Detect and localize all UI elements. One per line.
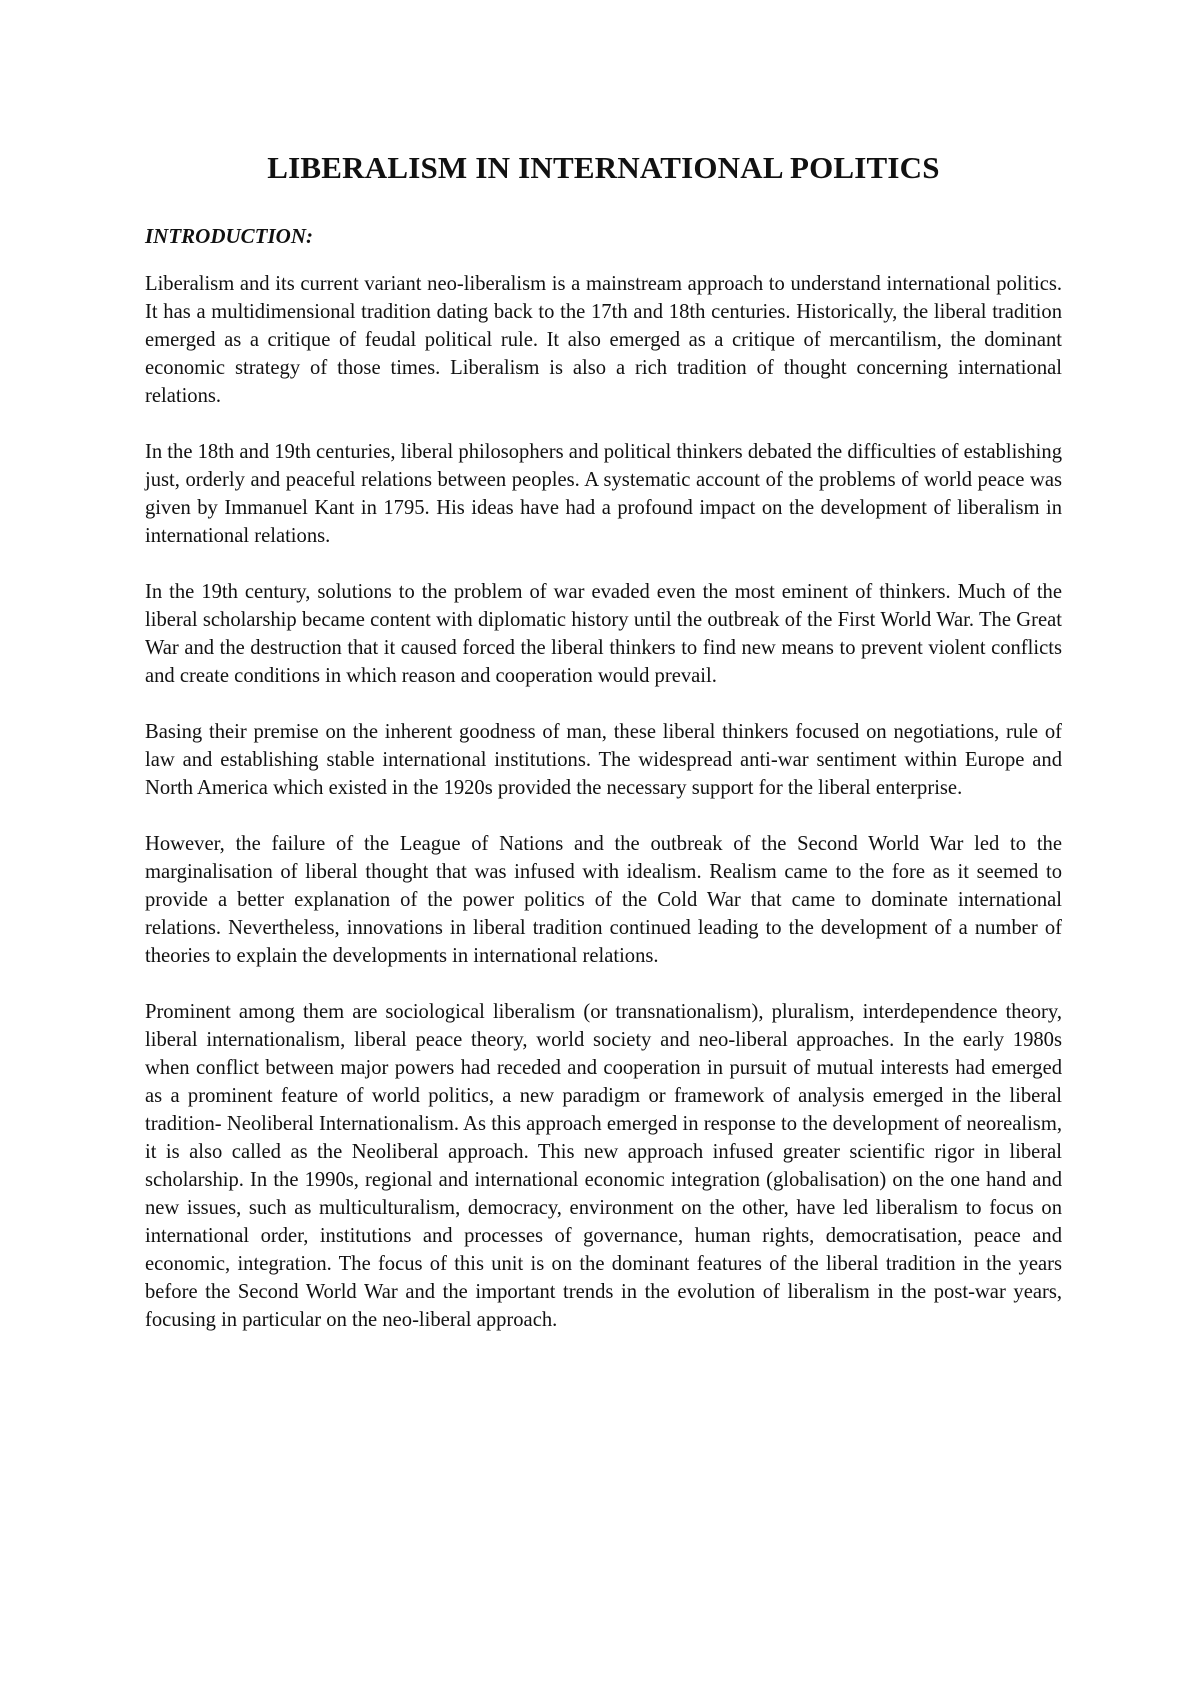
- paragraph: However, the failure of the League of Nations and the outbreak of the Second World War led to the marginalisation of liberal thought that was infused with idealism. Realism came to the fore as it seemed to provide a better explanation of the power politics of the Cold War that came to dominate international relations. Nevertheless, innovations in liberal tradition continued leading to the development of a number of theories to explain the developments in international relations.: [145, 833, 1062, 967]
- paragraph: In the 18th and 19th centuries, liberal philosophers and political thinkers debated the difficulties of establishing just, orderly and peaceful relations between peoples. A systematic account of the problems of world peace was given by Immanuel Kant in 1795. His ideas have had a profound impact on the development of liberalism in international relations.: [145, 441, 1062, 547]
- paragraph: In the 19th century, solutions to the problem of war evaded even the most eminent of thinkers. Much of the liberal scholarship became content with diplomatic history until the outbreak of the First World War. The Great War and the destruction that it caused forced the liberal thinkers to find new means to prevent violent conflicts and create conditions in which reason and cooperation would prevail.: [145, 581, 1062, 687]
- paragraph: Prominent among them are sociological liberalism (or transnationalism), pluralism, interdependence theory, liberal internationalism, liberal peace theory, world society and neo-liberal approaches. In the early 1980s when conflict between major powers had receded and cooperation in pursuit of mutual interests had emerged as a prominent feature of world politics, a new paradigm or framework of analysis emerged in the liberal tradition- Neoliberal Internationalism. As this approach emerged in response to the development of neorealism, it is also called as the Neoliberal approach. This new approach infused greater scientific rigor in liberal scholarship. In the 1990s, regional and international economic integration (globalisation) on the one hand and new issues, such as multiculturalism, democracy, environment on the other, have led liberalism to focus on international order, institutions and processes of governance, human rights, democratisation, peace and economic, integration. The focus of this unit is on the dominant features of the liberal tradition in the years before the Second World War and the important trends in the evolution of liberalism in the post-war years, focusing in particular on the neo-liberal approach.: [145, 1001, 1062, 1331]
- paragraph: Basing their premise on the inherent goodness of man, these liberal thinkers focused on negotiations, rule of law and establishing stable international institutions. The widespread anti-war sentiment within Europe and North America which existed in the 1920s provided the necessary support for the liberal enterprise.: [145, 721, 1062, 799]
- section-heading-introduction: INTRODUCTION:: [145, 224, 313, 248]
- paragraph: Liberalism and its current variant neo-liberalism is a mainstream approach to understand international politics. It has a multidimensional tradition dating back to the 17th and 18th centuries. Historically, the liberal tradition emerged as a critique of feudal political rule. It also emerged as a critique of mercantilism, the dominant economic strategy of those times. Liberalism is also a rich tradition of thought concerning international relations.: [145, 273, 1062, 407]
- document-title: LIBERALISM IN INTERNATIONAL POLITICS: [267, 150, 940, 185]
- document-body: [145, 148, 1062, 1334]
